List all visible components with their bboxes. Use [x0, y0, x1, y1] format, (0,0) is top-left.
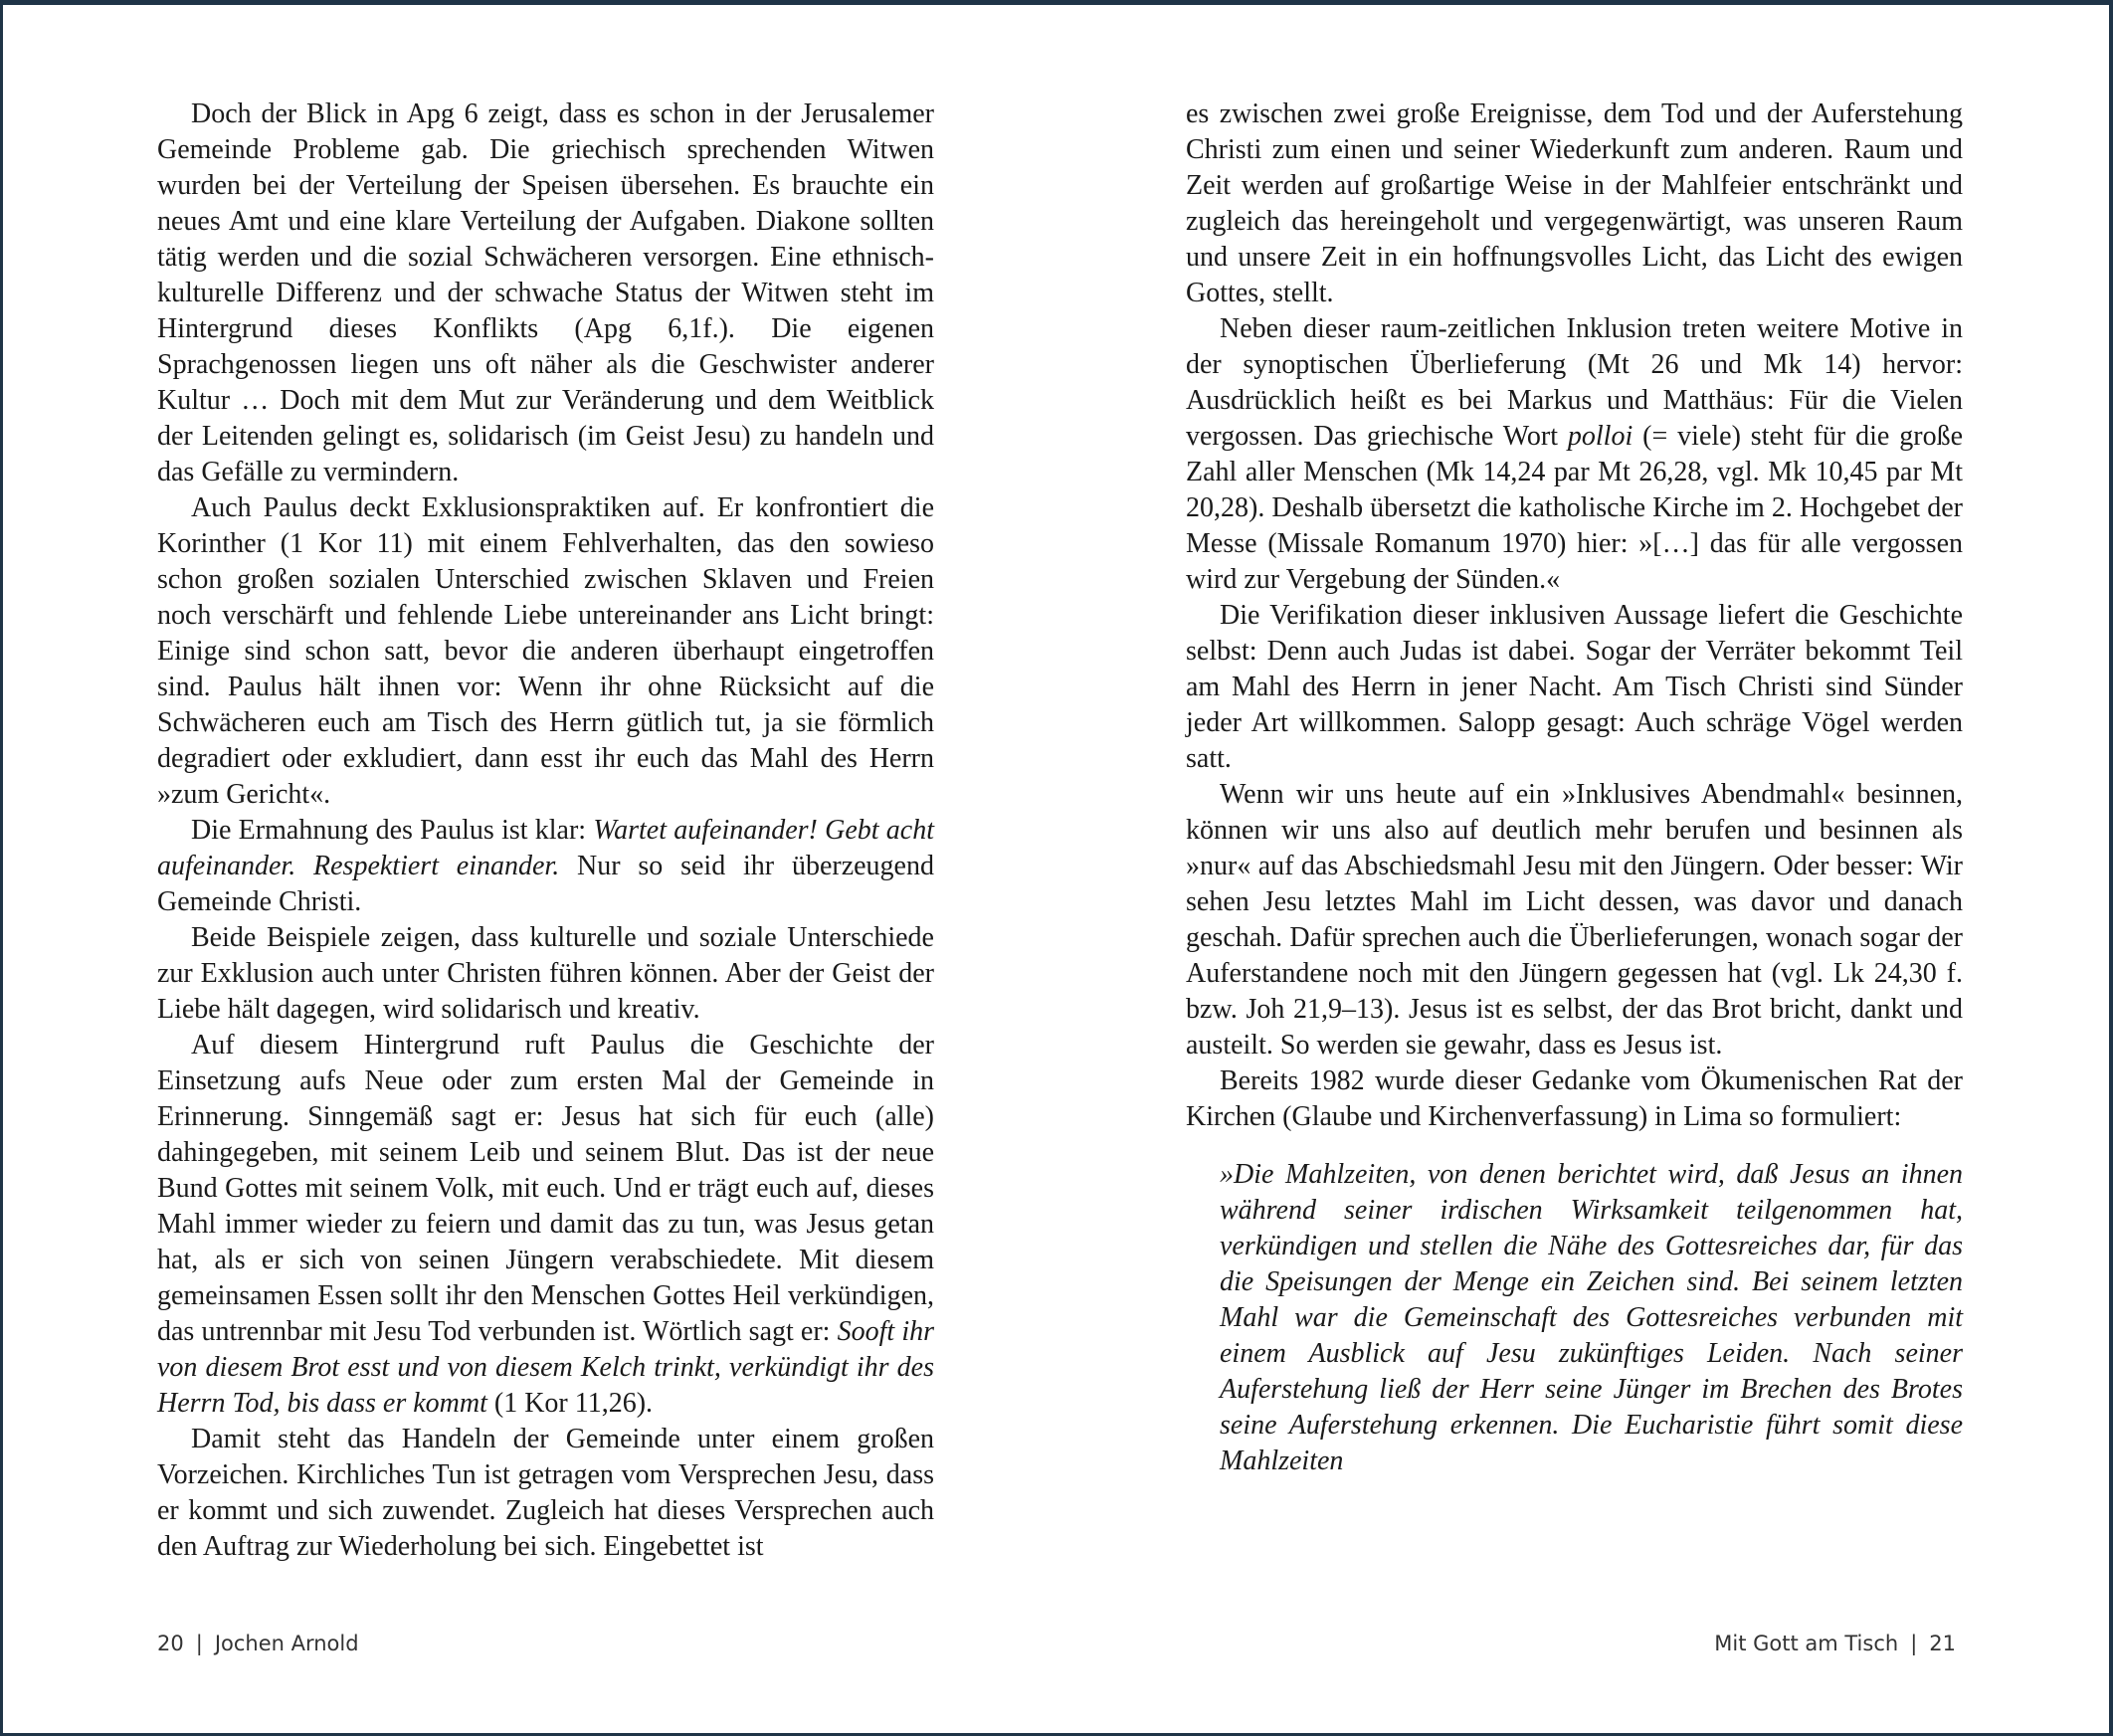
paragraph: es zwischen zwei große Ereignisse, dem Tod und der Auferstehung Christi zum einen und seiner Wiederkunft zum anderen. Raum und Zeit werden auf großartige Weise in der Mahlfeier entschränkt und zugleich das hereingeholt und vergegenwärtigt, was unseren Raum und unsere Zeit in ein hoffnungsvolles Licht, das Licht des ewigen Gottes, stellt. — [1186, 98, 1963, 308]
paragraph: Bereits 1982 wurde dieser Gedanke vom Ökumenischen Rat der Kirchen (Glaube und Kirchenverfassung) in Lima so formuliert: — [1186, 1065, 1963, 1132]
italic-text: polloi — [1567, 421, 1633, 452]
paragraph: Beide Beispiele zeigen, dass kulturelle und soziale Unterschiede zur Exklusion auch unter Christen führen können. Aber der Geist der Liebe hält dagegen, wird solidarisch und kreativ. — [157, 922, 934, 1025]
paragraph: Die Ermahnung des Paulus ist klar: Wartet aufeinander! Gebt acht aufeinander. Respektiert einander. Nur so seid ihr überzeugend Gemeinde Christi. — [157, 815, 935, 917]
page-number: 20 — [157, 1632, 184, 1655]
footer-right — [1714, 1632, 1956, 1655]
author-name: Jochen Arnold — [214, 1632, 359, 1655]
book-spread — [3, 5, 2109, 1733]
paragraph: Neben dieser raum-zeitlichen Inklusion treten weitere Motive in der synoptischen Überlieferung (Mt 26 und Mk 14) hervor: Ausdrücklich heißt es bei Markus und Matthäus: Für die Vielen vergossen. Das griechische Wort polloi (= viele) steht für die große Zahl aller Menschen (Mk 14,24 par Mt 26,28, vgl. Mk 10,45 par Mt 20,28). Deshalb übersetzt die katholische Kirche im 2. Hochgebet der Messe (Missale Romanum 1970) hier: »[…] das für alle vergossen wird zur Vergebung der Sünden.« — [1186, 313, 1964, 595]
left-page — [157, 96, 934, 1565]
footer-left — [157, 1632, 359, 1655]
running-title: Mit Gott am Tisch — [1714, 1632, 1899, 1655]
italic-text: Wartet aufeinander! Gebt acht aufeinander. Respektiert einander. — [157, 815, 935, 881]
paragraph: Wenn wir uns heute auf ein »Inklusives Abendmahl« besinnen, können wir uns also auf deutlich mehr berufen und besinnen als »nur« auf das Abschiedsmahl Jesu mit den Jüngern. Oder besser: Wir sehen Jesu letztes Mahl im Licht dessen, was davor und danach geschah. Dafür sprechen auch die Überlieferungen, wonach sogar der Auferstandene noch mit den Jüngern gegessen hat (vgl. Lk 24,30 f. bzw. Joh 21,9–13). Jesus ist es selbst, der das Brot bricht, dankt und austeilt. So werden sie gewahr, dass es Jesus ist. — [1186, 779, 1963, 1061]
footer-separator: | — [195, 1632, 203, 1655]
italic-text: Sooft ihr von diesem Brot esst und von diesem Kelch trinkt, verkündigt ihr des Herrn Tod, bis dass er kommt — [157, 1316, 935, 1419]
block-quote: »Die Mahlzeiten, von denen berichtet wird, daß Jesus an ihnen während seiner irdischen Wirksamkeit teilgenommen hat, verkündigen und stellen die Nähe des Gottesreiches dar, für das die Speisungen der Menge ein Zeichen sind. Bei seinem letzten Mahl war die Gemeinschaft des Gottesreiches verbunden mit einem Ausblick auf Jesu zukünftiges Leiden. Nach seiner Auferstehung ließ der Herr seine Jünger im Brechen des Brotes seine Auferstehung erkennen. Die Eucharistie führt somit diese Mahlzeiten — [1220, 1159, 1963, 1476]
paragraph: Doch der Blick in Apg 6 zeigt, dass es schon in der Jerusalemer Gemeinde Probleme gab. Die griechisch sprechenden Witwen wurden bei der Verteilung der Speisen übersehen. Es brauchte ein neues Amt und eine klare Verteilung der Aufgaben. Diakone sollten tätig werden und die sozial Schwächeren versorgen. Eine ethnisch-kulturelle Differenz und der schwache Status der Witwen steht im Hintergrund dieses Konflikts (Apg 6,1f.). Die eigenen Sprachgenossen liegen uns oft näher als die Geschwister anderer Kultur … Doch mit dem Mut zur Veränderung und dem Weitblick der Leitenden gelingt es, solidarisch (im Geist Jesu) zu handeln und das Gefälle zu vermindern. — [157, 98, 934, 487]
right-page — [1186, 96, 1963, 1479]
paragraph: Auf diesem Hintergrund ruft Paulus die Geschichte der Einsetzung aufs Neue oder zum ersten Mal der Gemeinde in Erinnerung. Sinngemäß sagt er: Jesus hat sich für euch (alle) dahingegeben, mit seinem Leib und seinem Blut. Das ist der neue Bund Gottes mit seinem Volk, mit euch. Und er trägt euch auf, dieses Mahl immer wieder zu feiern und damit das zu tun, was Jesus getan hat, als er sich von seinen Jüngern verabschiedete. Mit diesem gemeinsamen Essen sollt ihr den Menschen Gottes Heil verkündigen, das untrennbar mit Jesu Tod verbunden ist. Wörtlich sagt er: Sooft ihr von diesem Brot esst und von diesem Kelch trinkt, verkündigt ihr des Herrn Tod, bis dass er kommt (1 Kor 11,26). — [157, 1030, 935, 1419]
paragraph: Auch Paulus deckt Exklusionspraktiken auf. Er konfrontiert die Korinther (1 Kor 11) mit einem Fehlverhalten, das den sowieso schon großen sozialen Unterschied zwischen Sklaven und Freien noch verschärft und fehlende Liebe untereinander ans Licht bringt: Einige sind schon satt, bevor die anderen überhaupt eingetroffen sind. Paulus hält ihnen vor: Wenn ihr ohne Rücksicht auf die Schwächeren euch am Tisch des Herrn gütlich tut, ja sie förmlich degradiert oder exkludiert, dann esst ihr euch das Mahl des Herrn »zum Gericht«. — [157, 492, 934, 810]
paragraph: Die Verifikation dieser inklusiven Aussage liefert die Geschichte selbst: Denn auch Judas ist dabei. Sogar der Verräter bekommt Teil am Mahl des Herrn in jener Nacht. Am Tisch Christi sind Sünder jeder Art willkommen. Salopp gesagt: Auch schräge Vögel werden satt. — [1186, 600, 1963, 774]
footer-separator: | — [1910, 1632, 1918, 1655]
page-number: 21 — [1929, 1632, 1956, 1655]
paragraph: Damit steht das Handeln der Gemeinde unter einem großen Vorzeichen. Kirchliches Tun ist getragen vom Versprechen Jesu, dass er kommt und sich zuwendet. Zugleich hat dieses Versprechen auch den Auftrag zur Wiederholung bei sich. Eingebettet ist — [157, 1424, 934, 1562]
